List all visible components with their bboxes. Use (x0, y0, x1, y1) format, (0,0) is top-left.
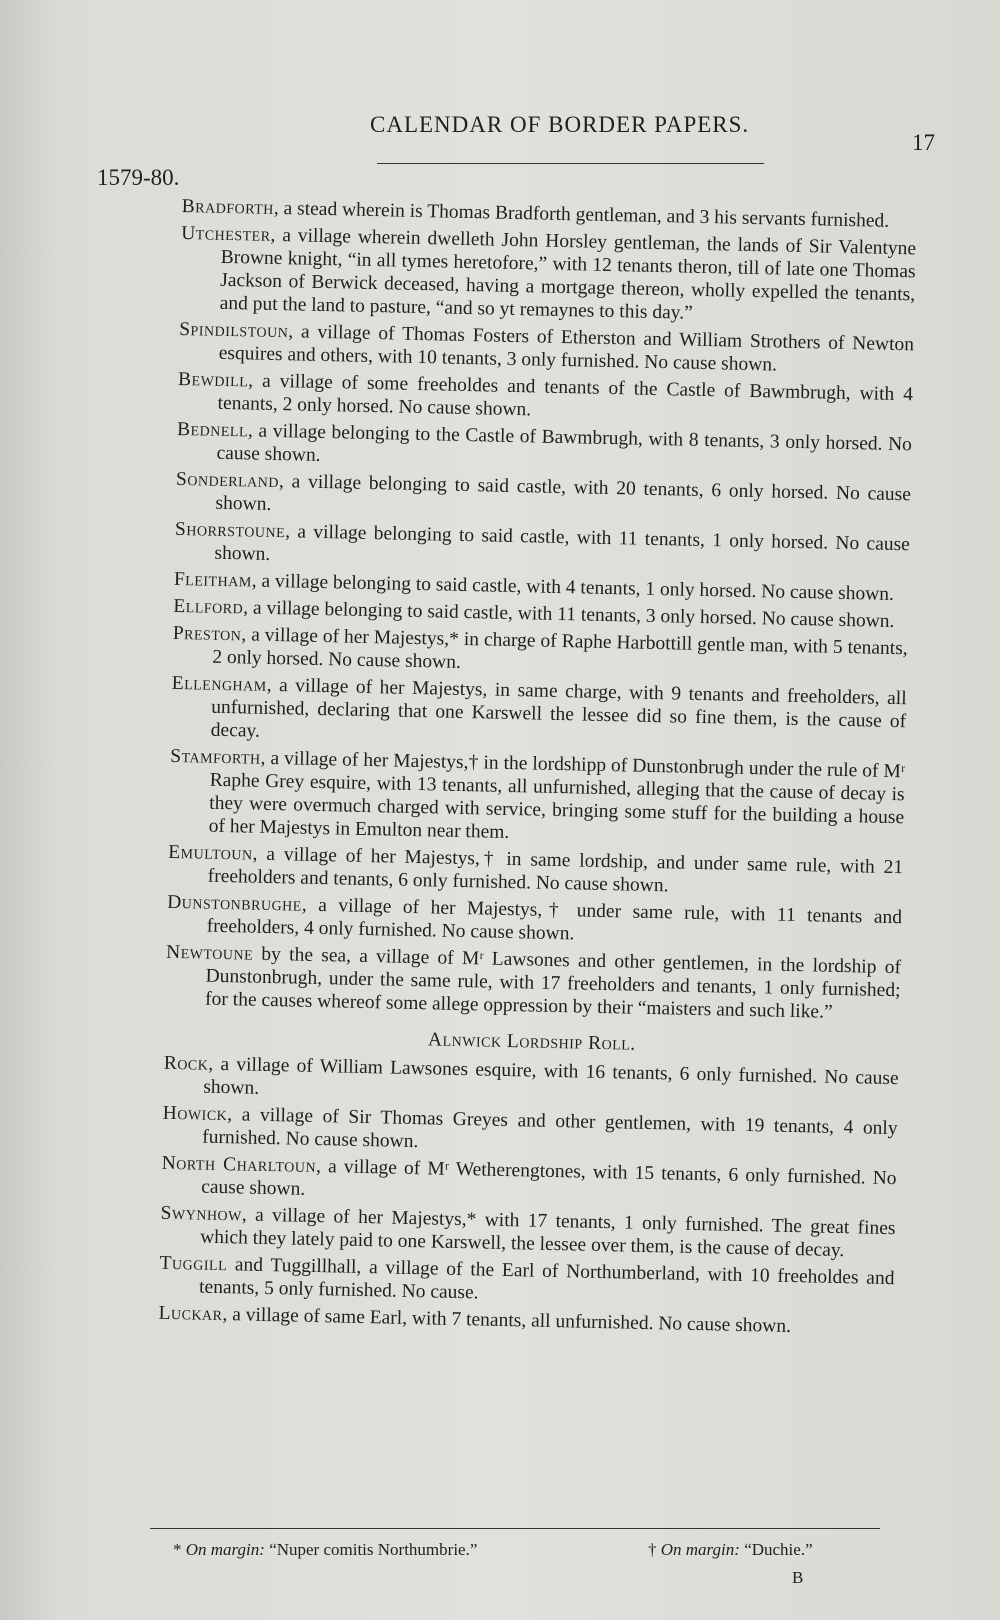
entry-text: , a village belonging to said castle, with 11 tenants, 3 only horsed. No cause shown. (243, 597, 895, 633)
entry-ellengham (171, 672, 907, 756)
entry-text: , a village of her Majestys,† under same rule, with 11 tenants and freeholders, 4 only furnished. No cause shown. (206, 894, 903, 945)
section-heading: Alnwick Lordship Roll. (427, 1029, 636, 1055)
entry-text: , a village belonging to the Castle of Bawmbrugh, with 8 tenants, 3 only horsed. No cause shown. (216, 420, 913, 466)
entry-text: , a village of William Lawsones esquire, with 16 tenants, 6 only furnished. No cause shown. (203, 1053, 899, 1099)
entry-text: , a village of same Earl, with 7 tenants, all unfurnished. No cause shown. (222, 1304, 792, 1337)
entry-name: Shorrstoune (174, 518, 286, 543)
entry-name: Tuggill (159, 1252, 228, 1276)
entry-text: , a village of Sir Thomas Greyes and other gentlemen, with 19 tenants, 4 only furnished. No cause shown. (202, 1104, 898, 1153)
title-rule (377, 163, 764, 164)
entry-text: by the sea, a village of Mʳ Lawsones and other gentlemen, in the lordship of Dunstonbrugh, under the same rule, with 17 freeholders and tenants, 1 only furnished; for the causes whereof some allege oppression by their “maisters and such like.” (204, 943, 902, 1023)
entry-name: Rock (163, 1052, 209, 1075)
footnote-rule (150, 1528, 880, 1529)
entry-name: Dunstonbrughe (166, 891, 303, 916)
entry-text: , a village of her Majestys,* with 17 tenants, 1 only furnished. The great fines which they lately paid to one Karswell, the lessee over them, is the cause of decay. (199, 1204, 896, 1262)
footnote-text: “Nuper comitis Northumbrie.” (269, 1540, 478, 1559)
entry-text: , a stead wherein is Thomas Bradforth gentleman, and 3 his servants furnished. (273, 197, 890, 232)
footnote-mark: * (173, 1540, 182, 1559)
entry-name: Sonderland (175, 468, 280, 493)
entry-text: and Tuggillhall, a village of the Earl of Northumberland, with 10 freeholdes and tenants, 5 only furnished. No cause. (198, 1254, 895, 1304)
footnote-mark: † (648, 1540, 657, 1559)
entry-name: Ellford (173, 595, 244, 619)
year-heading: 1579-80. (97, 165, 180, 190)
entry-name: Newtoune (165, 941, 254, 965)
entry-name: Luckar (158, 1302, 223, 1326)
entry-name: Preston (172, 622, 242, 646)
entry-name: Howick (162, 1102, 228, 1126)
entry-name: Bednell (176, 418, 249, 442)
entry-stamforth (169, 745, 906, 852)
entry-name: Bradforth (181, 195, 275, 219)
footnote-right (648, 1540, 813, 1560)
entry-name: Ellengham (171, 672, 267, 696)
entry-utchester (180, 222, 917, 329)
footnote-label: On margin: (660, 1540, 740, 1559)
footnote-text: “Duchie.” (744, 1540, 813, 1559)
page-number: 17 (912, 130, 935, 155)
entry-text: , a village of her Majestys, in same charge, with 9 tenants and freeholders, all unfurnished, declaring that one Karswell the lessee did so fine them, is the cause of decay. (210, 674, 907, 742)
signature-mark: B (792, 1568, 804, 1587)
footnote-label: On margin: (185, 1540, 265, 1559)
running-title: CALENDAR OF BORDER PAPERS. (370, 112, 750, 137)
entry-text: , a village wherein dwelleth John Horsley gentleman, the lands of Sir Valentyne Browne knight, “in all tymes heretofore,” with 12 tenants theron, till of late one Thomas Jackson of Berwick deceased, having a mortgage thereon, wholly expelled the tenants, and put the land to pasture, “and so yt remaynes to this day.” (219, 224, 917, 324)
entry-name: Swynhow (160, 1202, 243, 1226)
entry-text: , a village belonging to said castle, with 4 tenants, 1 only horsed. No cause shown. (251, 570, 895, 605)
footnote-left (173, 1540, 477, 1560)
entry-name: Utchester (180, 222, 271, 246)
entry-name: Bewdill (177, 368, 249, 392)
entry-text: , a village of Mʳ Wetherengtones, with 15 tenants, 6 only furnished. No cause shown. (201, 1156, 897, 1200)
entry-text: , a village of her Majestys,* in charge of Raphe Harbottill gentle man, with 5 tenants, 2 only horsed. No cause shown. (212, 624, 908, 673)
entry-name: Spindilstoun (178, 318, 289, 343)
entry-text: , a village of her Majestys,† in same lordship, and under same rule, with 21 freeholders and tenants, 6 only furnished. No cause shown. (207, 843, 904, 897)
entry-newtoune (165, 941, 901, 1025)
entry-name: Stamforth (170, 745, 261, 769)
entry-text: , a village of Thomas Fosters of Etherston and William Strothers of Newton esquires and others, with 10 tenants, 3 only furnished. No cause shown. (218, 321, 915, 376)
entry-text: , a village belonging to said castle, with 11 tenants, 1 only horsed. No cause shown. (214, 521, 911, 565)
entry-name: Fleitham (173, 568, 252, 592)
entry-name: Emultoun (168, 841, 253, 865)
entry-name: North Charltoun (161, 1152, 317, 1178)
entries-body (158, 195, 917, 1344)
entry-text: , a village of some freeholdes and tenants of the Castle of Bawmbrugh, with 4 tenants, 2 only horsed. No cause shown. (217, 370, 914, 421)
entry-text: , a village belonging to said castle, with 20 tenants, 6 only horsed. No cause shown. (215, 471, 912, 515)
entry-text: , a village of her Majestys,† in the lordshipp of Dunstonbrugh under the rule of Mʳ Raphe Grey esquire, with 13 tenants, all unfurnished, alleging that the cause of decay is they were overmuch charged with service, bringing some stuff for the building a house of her Majestys in Emulton near them. (208, 747, 906, 843)
